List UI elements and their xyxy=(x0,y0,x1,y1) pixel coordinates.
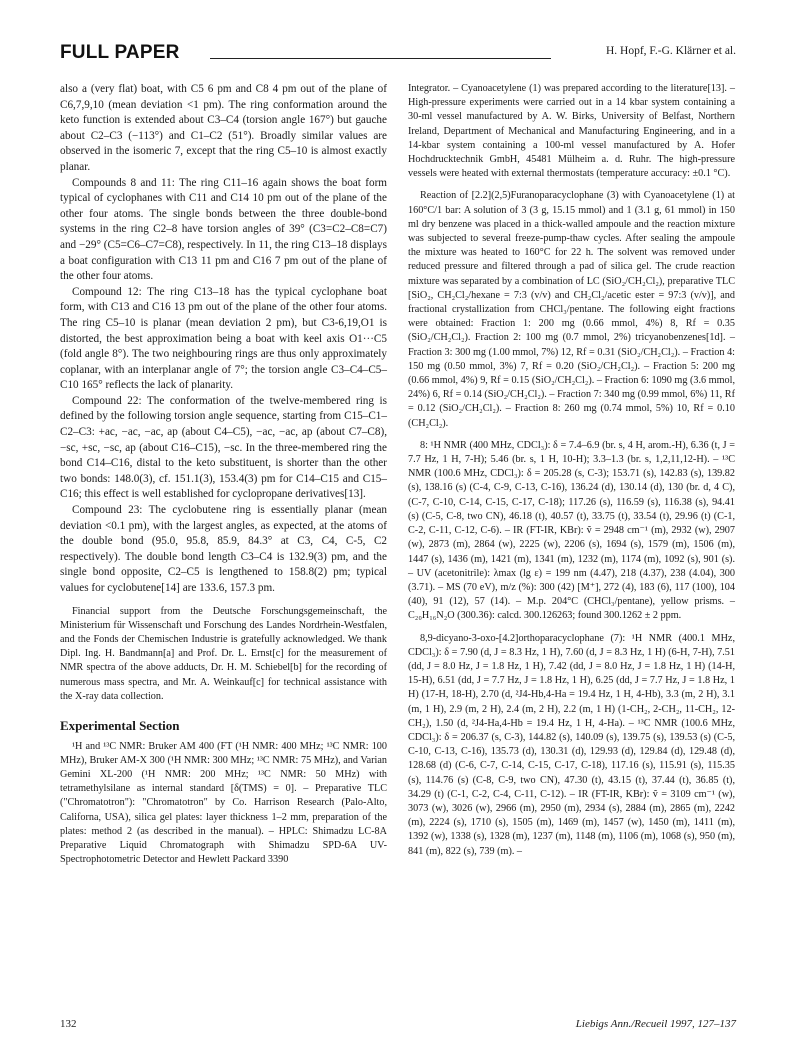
right-column xyxy=(408,82,735,859)
paragraph: Compound 22: The conformation of the twelve-membered ring is defined by the following torsion angle sequence, starting from C15–C1–C2–C3: +ac, −ac, −ac, ap (about C4–C5), −ac, −ac, ap (about C7–C8), −sc, +sc, −sc, ap (about C16–C15), −sc. In the three-membered ring the bond C14–C16, distal to the keto substituent, is shorter than the other two bonds: 148.0(3), cf. 151.1(3), 153.4(3) pm for C14–C15 and C15–C16; this effect is well established for cyclopropane derivatives[13]. xyxy=(60,394,387,501)
header-rule xyxy=(210,58,551,59)
experimental-text: ¹H and ¹³C NMR: Bruker AM 400 (FT (¹H NMR: 400 MHz; ¹³C NMR: 100 MHz), Bruker AM-X 300 (¹H NMR: 300 MHz; ¹³C NMR: 75 MHz), and Varian Gemini XL-200 (¹H NMR: 200 MHz; ¹³C NMR: 50 MHz) with tetramethylsilane as internal standard [δ(TMS) = 0]. – Preparative TLC ("Chromatotron"): "Chromatotron" by Co. Harrison Research (Palo-Alto, Californa, USA), silica gel plates: layer thickness 1–2 mm, preparation of the plates: method 2 (as described in the manual). – HPLC: Shimadzu LC-8A Preparative Liquid Chromatograph with Shimadzu SPD-6A UV-Spectrophotometric Detector and Hewlett Packard 3390 xyxy=(60,740,387,866)
paragraph: Compounds 8 and 11: The ring C11–16 again shows the boat form typical of cyclophanes with C11 and C14 10 pm out of the plane of the other four atoms. The single bonds between the three double-bond systems in the ring C2–8 have torsion angles of 39° (C3=C2–C8=C7) and −29° (C5=C6–C7=C8), respectively. In 11, the ring C13–18 displays a boat configuration with C13 11 pm and C16 7 pm out of the plane of the other four atoms. xyxy=(60,176,387,283)
section-heading: Experimental Section xyxy=(60,718,180,734)
left-column xyxy=(60,82,387,867)
paragraph: also a (very flat) boat, with C5 6 pm and C8 4 pm out of the plane of C6,7,9,10 (mean deviation <1 pm). The ring conformation around the keto function is extended about C3–C4 (torsion angle 167°) but gauche about C2–C3 (−113°) and C1–C2 (51°). Broadly similar values are observed in the isomeric 7, except that the ring C5–10 is almost exactly planar. xyxy=(60,83,387,173)
journal-citation: Liebigs Ann./Recueil 1997, 127–137 xyxy=(575,1018,736,1030)
header-authors: H. Hopf, F.-G. Klärner et al. xyxy=(605,45,736,57)
compound-7-data: 8,9-dicyano-3-oxo-[4.2]orthoparacyclophane (7): ¹H NMR (400.1 MHz, CDCl₃): δ = 7.90 (d, J = 8.3 Hz, 1 H), 7.60 (d, J = 8.3 Hz, 1 H) (6-H, 7-H), 7.51 (dd, J = 8.0 Hz, J = 1.8 Hz, 1 H), 7.42 (dd, J = 8.0 Hz, J = 1.8 Hz, 1 H) (14-H, 15-H), 6.51 (dd, J = 7.7 Hz, J = 1.8 Hz, 1 H), 6.25 (dd, J = 7.7 Hz, J = 1.8 Hz, 1 H) (17-H, 18-H), 2.70 (d, ²J4-Hb,4-Ha = 19.4 Hz, 1 H, 4-Hb), 3.3 (m, 2 H), 3.1 (m, 1 H), 2.9 (m, 2 H), 2.4 (m, 2 H), 2.2 (m, 1 H) (1-CH₂, 2-CH₂, 11-CH₂, 12-CH₂), 1.50 (d, ²J4-Ha,4-Hb = 19.4 Hz, 1 H, 4-Ha). – ¹³C NMR (100.6 MHz, CDCl₃): δ = 206.37 (s, C-3), 144.82 (s), 140.09 (s), 139.75 (s), 139.53 (s) (C-5, C-10, C-13, C-16), 135.73 (d), 130.31 (d), 129.93 (d), 129.84 (d), 129.48 (d), 128.68 (d) (C-6, C-7, C-14, C-15, C-17, C-18), 117.16 (s), 115.91 (s), 115.35 (s), 114.76 (s) (C-8, C-9, two CN), 47.30 (t), 43.15 (t), 37.44 (t), 36.85 (t), 34.29 (t) (C-1, C-2, C-4, C-11, C-12). – IR (FT-IR, KBr): ṽ = 3109 cm⁻¹ (w), 3073 (w), 3026 (w), 2966 (m), 2950 (m), 2934 (s), 2884 (m), 2865 (m), 2242 (m), 2224 (s), 1710 (s), 1505 (m), 1469 (m), 1457 (w), 1450 (m), 1411 (m), 1392 (w), 1338 (s), 1328 (m), 1237 (m), 1148 (m), 1106 (m), 1068 (s), 950 (m), 841 (m), 822 (s), 739 (m). – xyxy=(408,632,735,857)
page-number: 132 xyxy=(60,1018,77,1030)
paragraph: Compound 12: The ring C13–18 has the typical cyclophane boat form, with C13 and C16 13 pm out of the plane of the other four atoms. The ring C5–10 is planar (mean deviation 2 pm), but C3-6,19,O1 is distorted, the best approximation being a boat with keel axis O1···C5 (fold angle 8°). The two neighbouring rings are thus only approximately coplanar, with an interplanar angle of 7°; the torsion angle C3–C4–C5–C10 165° reflects the lack of planarity. xyxy=(60,285,387,392)
experimental-text: Integrator. – Cyanoacetylene (1) was prepared according to the literature[13]. – High-pressure experiments were carried out in a 14 kbar system containing a 30-ml vessel manufactured by A. W. Birks, University of Belfast, Northern Ireland, Department of Mechanical and Manufacturing Engineering, and in a 14-kbar system containing a 100-ml vessel manufactured by A. Hofer Hochdrucktechnik GmbH, 45481 Mülheim a. d. Ruhr. The high-pressure vessels were heated with external thermostats (temperature accuracy: ±0.1 °C). xyxy=(408,83,735,180)
page-header xyxy=(60,42,736,66)
acknowledgement: Financial support from the Deutsche Forschungsgemeinschaft, the Ministerium für Wissenschaft und Forschung des Landes Nordrhein-Westfalen, and the Fonds der Chemischen Industrie is gratefully acknowledged. We thank Dipl. Ing. H. Bandmann[a] and Prof. Dr. L. Ernst[c] for the measurement of NMR spectra of the above adducts, Dr. H. M. Schiebel[b] for the recording of numerous mass spectra, and Mr. A. Weinkauf[c] for technical assistance with the X-ray data collection. xyxy=(60,605,387,702)
compound-8-data: 8: ¹H NMR (400 MHz, CDCl₃): δ = 7.4–6.9 (br. s, 4 H, arom.-H), 6.36 (t, J = 7.7 Hz, 1 H, 7-H); 5.46 (br. s, 1 H, 10-H); 3.3–1.3 (br. s, 1,2,11,12-H). – ¹³C NMR (100.6 MHz, CDCl₃): δ = 205.28 (s, C-3); 153.71 (s), 142.83 (s), 139.82 (s), 138.16 (s) (C-4, C-9, C-13, C-16), 136.24 (d), 130.14 (d), 130 (br. d, 4 C), (C-7, C-10, C-14, C-15, C-17, C-18); 117.26 (s), 116.59 (s), 116.38 (s), 94.41 (s) (C-5, C-8, two CN), 46.18 (t), 40.57 (t), 33.75 (t), 33.54 (t), 29.96 (t) (C-1, C-2, C-11, C-12, C-6). – IR (FT-IR, KBr): ṽ = 2948 cm⁻¹ (m), 2932 (w), 2907 (w), 2873 (m), 2864 (w), 2225 (w), 2206 (s), 1694 (s), 1579 (m), 1506 (m), 1447 (s), 1436 (m), 1421 (m), 1341 (m), 1232 (m), 1174 (m), 1092 (s), 901 (s). – UV (acetonitrile): λmax (lg ε) = 199 nm (4.47), 218 (4.37), 238 (4.04), 300 (3.71). – MS (70 eV), m/z (%): 300 (42) [M⁺], 272 (4), 183 (6), 117 (100), 104 (40), 91 (12), 57 (14). – M.p. 204°C (CHCl₃/pentane), yellow prisms. – C₂₀H₁₆N₂O (300.36): calcd. 300.126263; found 300.1262 ± 2 ppm. xyxy=(408,439,735,622)
section-label: FULL PAPER xyxy=(60,42,180,63)
reaction-procedure: Reaction of [2.2](2,5)Furanoparacyclophane (3) with Cyanoacetylene (1) at 160°C/1 bar: A solution of 3 (3 g, 15.15 mmol) and 1 (3.1 g, 61 mmol) in 150 ml dry benzene was placed in a thick-walled ampoule and the reaction mixture was subjected to several freeze-pump-thaw cycles. After sealing the ampoule the mixture was heated to 160°C for 22 h. The solvent was removed under reduced pressure and filtered through a pad of silica gel. The crude reaction mixture was separated by a combination of LC (SiO₂/CH₂Cl₂), preparative TLC [SiO₂, CH₂Cl₂/hexane = 7:3 (v/v) and CH₂Cl₂/acetic ester = 97:3 (v/v)], and fractional crystallization from CHCl₃/pentane. The following eight fractions were obtained: Fraction 1: 200 mg (0.66 mmol, 4%) 8, Rf = 0.35 (SiO₂/CH₂Cl₂). Fraction 2: 100 mg (0.7 mmol, 2%) tricyanobenzenes[1d]. – Fraction 3: 300 mg (1.00 mmol, 7%) 12, Rf = 0.31 (SiO₂/CH₂Cl₂). – Fraction 4: 150 mg (0.50 mmol, 3%) 7, Rf = 0.20 (SiO₂/CH₂Cl₂). – Fraction 5: 200 mg (0.66 mmol, 4%) 9, Rf = 0.15 (SiO₂/CH₂Cl₂). – Fraction 6: 1090 mg (3.6 mmol, 24%) 6, Rf = 0.14 (SiO₂/CH₂Cl₂). – Fraction 7: 340 mg (0.99 mmol, 6%) 11, Rf = 0.12 (SiO₂/CH₂Cl₂). – Fraction 8: 260 mg (0.74 mmol, 5%) 10, Rf = 0.10 (CH₂Cl₂). xyxy=(408,190,735,429)
paragraph: Compound 23: The cyclobutene ring is essentially planar (mean deviation <0.1 pm), with the largest angles, as expected, at the atoms of the double bond (95.0, 95.8, 85.9, 84.3° at C3, C4, C-5, C2 respectively). The double bond length C3–C4 is 132.9(3) pm, and the single bond opposite, C2–C5 is lengthened to 158.8(2) pm; typical values for cyclobutene[14] are 133.6, 157.3 pm. xyxy=(60,504,387,594)
